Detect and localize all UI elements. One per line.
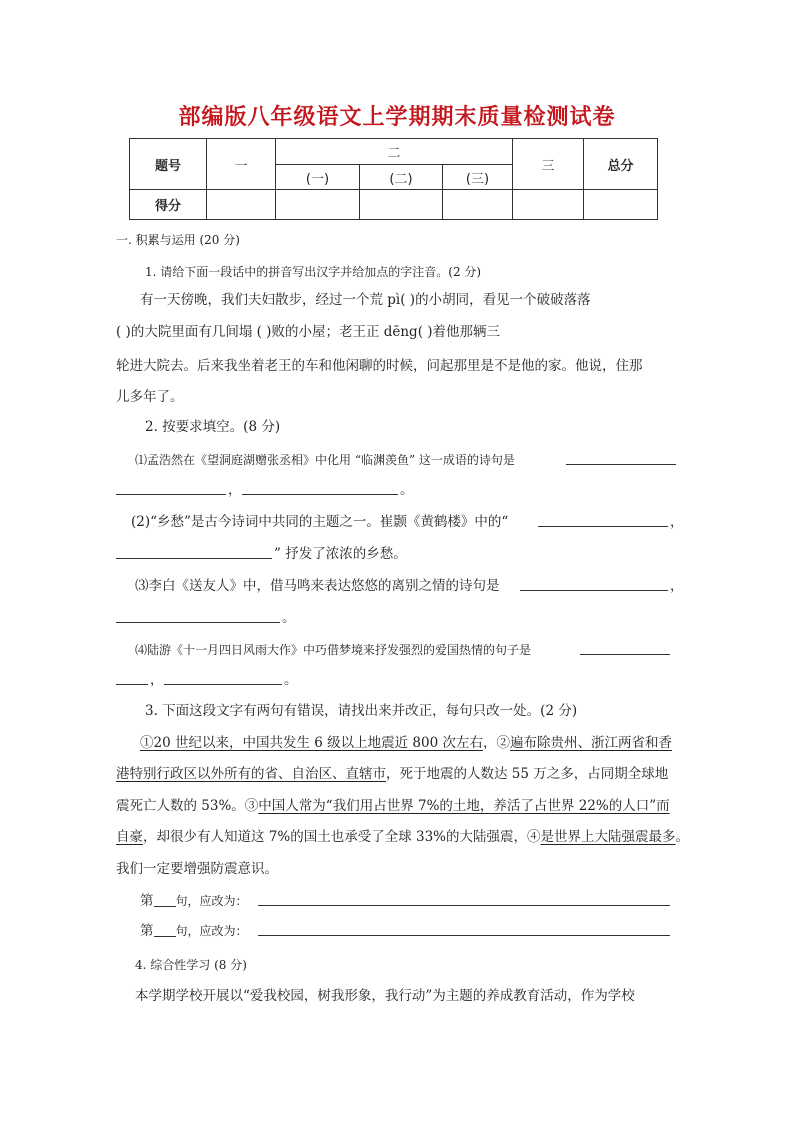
q2-item4-text: ⑷陆游《十一月四日风雨大作》中巧借梦境来抒发强烈的爱国热情的句子是 — [135, 643, 532, 657]
answer-blank[interactable] — [116, 608, 280, 623]
col-part-one: 一 — [207, 139, 276, 190]
period: 。 — [400, 482, 414, 498]
text-span: ，② — [483, 735, 510, 751]
answer-blank[interactable] — [538, 512, 668, 527]
answer-blank[interactable] — [580, 640, 670, 655]
question-number-header: 题号 — [130, 139, 207, 190]
col-part-three: 三 — [513, 139, 584, 190]
text-span: 震死亡人数的 53%。③ — [116, 798, 259, 814]
underlined-sentence: 港特别行政区以外所有的省、自治区、直辖市 — [116, 766, 386, 782]
q2-item1-text: ⑴孟浩然在《望洞庭湖赠张丞相》中化用 “临渊羡鱼” 这一成语的诗句是 — [135, 453, 515, 467]
answer-blank[interactable] — [116, 670, 148, 685]
answer-blank[interactable] — [242, 480, 398, 495]
q1-line3: 轮进大院去。后来我坐着老王的车和他闲聊的时候，问起那里是不是他的家。他说，住那 — [116, 358, 643, 374]
q3-answer-2 — [140, 921, 248, 941]
answer-line[interactable] — [258, 891, 670, 906]
q1-line4: 儿多年了。 — [116, 389, 184, 405]
q3-para-line4 — [116, 827, 689, 847]
underlined-sentence: 是世界上大陆强震最多 — [540, 829, 676, 845]
sentence-number-blank[interactable] — [154, 922, 176, 937]
q3-prompt: 3. 下面这段文字有两句有错误，请找出来并改正，每句只改一处。(2 分) — [145, 703, 578, 719]
q3-para-line2 — [116, 764, 668, 784]
q1-prompt: 1. 请给下面一段话中的拼音写出汉字并给加点的字注音。(2 分) — [145, 265, 482, 279]
col-total: 总分 — [584, 139, 658, 190]
text-span: 第 — [140, 893, 154, 909]
answer-blank[interactable] — [566, 450, 676, 465]
comma: ， — [150, 672, 164, 688]
score-cell[interactable] — [207, 190, 276, 220]
q3-para-line5: 我们一定要增强防震意识。 — [116, 861, 278, 877]
q2-item3-text: ⑶李白《送友人》中，借马鸣来表达悠悠的离别之情的诗句是 — [135, 578, 500, 594]
sub-col-1: (一) — [276, 165, 360, 190]
score-cell[interactable] — [276, 190, 360, 220]
q4-line1: 本学期学校开展以“爱我校园，树我形象，我行动”为主题的养成教育活动，作为学校 — [135, 988, 635, 1004]
text-span: 第 — [140, 923, 154, 939]
q4-prompt: 4. 综合性学习 (8 分) — [135, 958, 247, 972]
score-table — [129, 138, 658, 220]
text-span: 。 — [675, 829, 690, 845]
underlined-sentence: 自豪 — [116, 829, 143, 845]
score-row-label: 得分 — [130, 190, 207, 220]
sentence-number-blank[interactable] — [154, 892, 176, 907]
score-cell[interactable] — [360, 190, 443, 220]
score-cell[interactable] — [443, 190, 513, 220]
underlined-sentence: 遍布除贵州、浙江两省和香 — [510, 735, 672, 751]
period: 。 — [282, 610, 296, 626]
text-span: 句，应改为： — [175, 924, 248, 938]
answer-blank[interactable] — [164, 670, 282, 685]
comma: ， — [670, 514, 684, 530]
q3-para-line3 — [116, 796, 670, 816]
text-span: ，死于地震的人数达 55 万之多，占同期全球地 — [386, 766, 669, 782]
answer-blank[interactable] — [520, 576, 668, 591]
comma: ， — [670, 578, 684, 594]
text-span: 句，应改为： — [175, 894, 248, 908]
score-cell[interactable] — [584, 190, 658, 220]
sub-col-2: (二) — [360, 165, 443, 190]
q1-line2: ( )的大院里面有几间塌 ( )败的小屋；老王正 dēng( )着他那辆三 — [116, 324, 501, 340]
answer-blank[interactable] — [116, 480, 226, 495]
q2-prompt: 2. 按要求填空。(8 分) — [145, 419, 281, 435]
comma: ， — [228, 482, 242, 498]
exam-title: 部编版八年级语文上学期期末质量检测试卷 — [178, 105, 616, 130]
underlined-sentence: ①20 世纪以来，中国共发生 6 级以上地震近 800 次左右 — [140, 735, 483, 751]
underlined-sentence: 中国人常为“我们用占世界 7%的土地，养活了占世界 22%的人口”而 — [258, 798, 670, 814]
period: 。 — [284, 672, 298, 688]
answer-line[interactable] — [258, 921, 670, 936]
q3-para-line1 — [140, 733, 672, 753]
answer-blank[interactable] — [116, 544, 272, 559]
q2-item2-end: ” 抒发了浓浓的乡愁。 — [274, 546, 407, 562]
q3-answer-1 — [140, 891, 248, 911]
section-heading: 一. 积累与运用 (20 分) — [116, 233, 240, 247]
q1-line1: 有一天傍晚，我们夫妇散步，经过一个荒 pì( )的小胡同，看见一个破破落落 — [140, 292, 591, 308]
score-cell[interactable] — [513, 190, 584, 220]
q2-item2-text: (2)“乡愁”是古今诗词中共同的主题之一。崔颢《黄鹤楼》中的“ — [131, 514, 509, 530]
col-part-two: 二 — [276, 139, 513, 165]
text-span: ，却很少有人知道这 7%的国土也承受了全球 33%的大陆强震，④ — [143, 829, 541, 845]
sub-col-3: (三) — [443, 165, 513, 190]
